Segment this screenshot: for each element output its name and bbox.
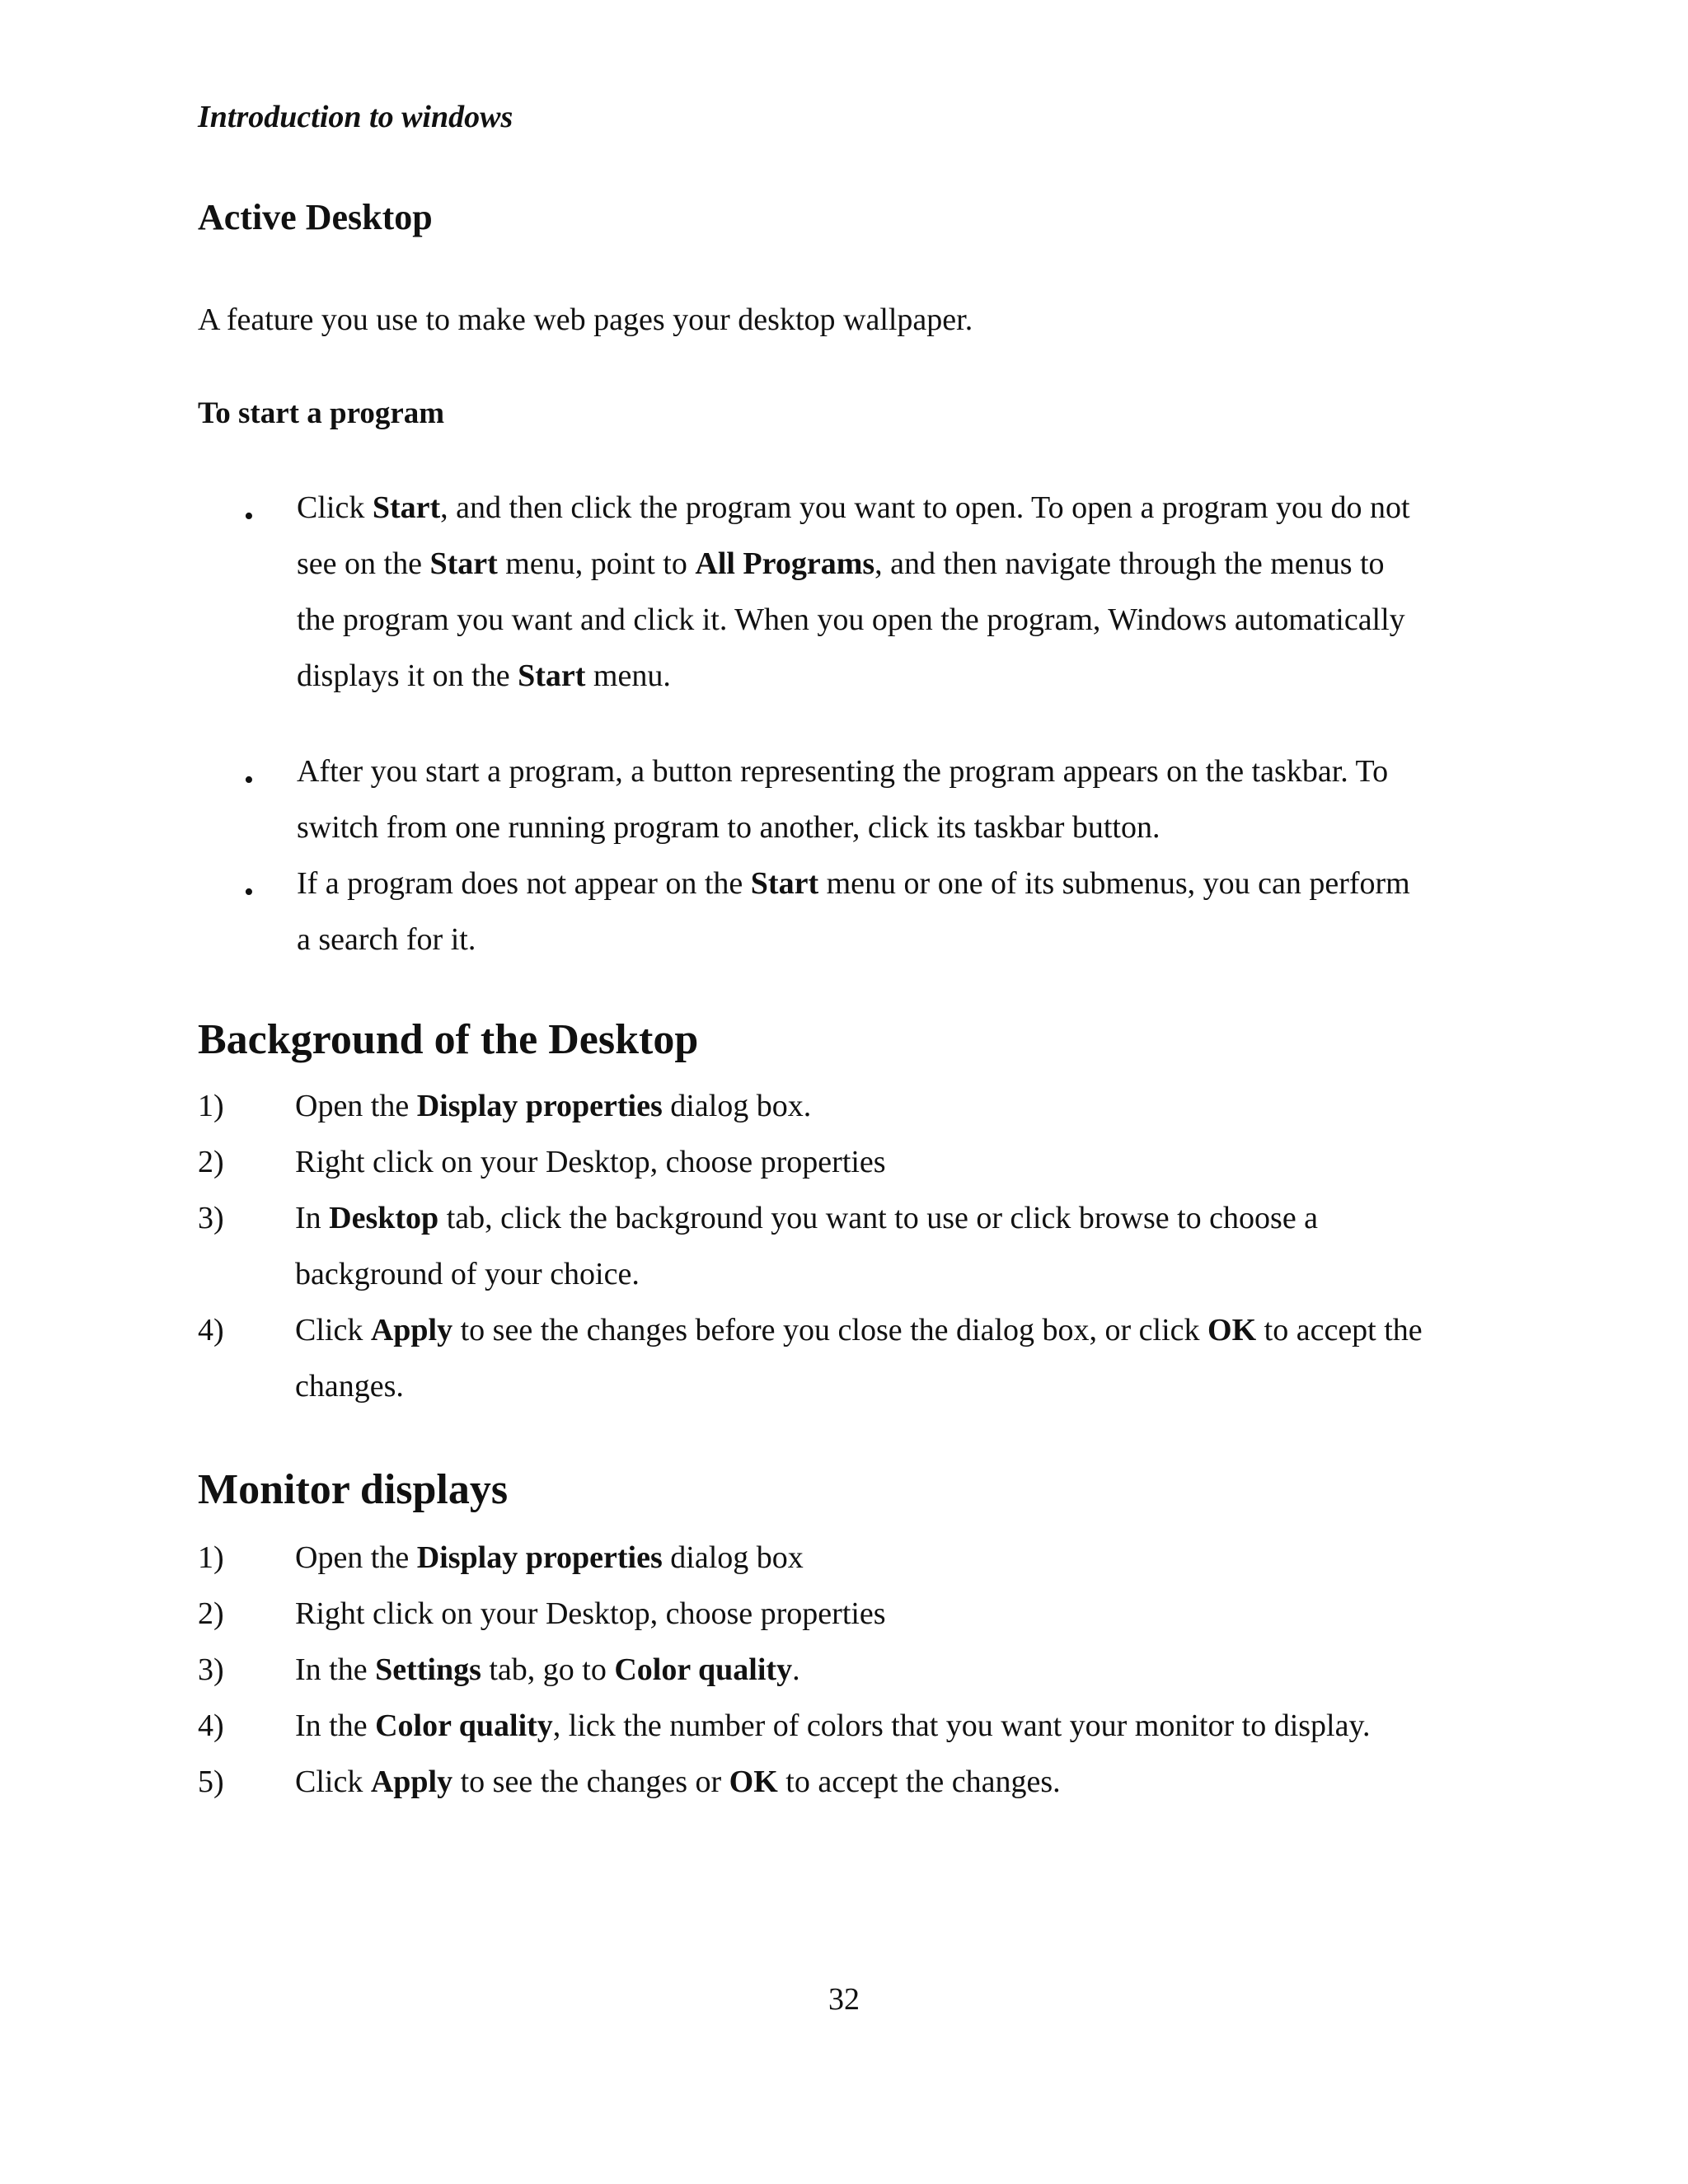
heading-monitor-displays: Monitor displays	[198, 1466, 509, 1513]
bullet-line: a search for it.	[297, 922, 476, 957]
list-line: Click Apply to see the changes or OK to accept the changes.	[295, 1765, 1061, 1799]
bullet-line: switch from one running program to another, click its taskbar button.	[297, 810, 1160, 845]
list-line: changes.	[295, 1369, 404, 1404]
subheading-start-program: To start a program	[198, 396, 445, 430]
list-line: background of your choice.	[295, 1257, 640, 1291]
bullet-line: Click Start, and then click the program you want to open. To open a program you do not	[297, 490, 1410, 525]
list-number: 2)	[198, 1145, 224, 1179]
list-number: 2)	[198, 1596, 224, 1631]
running-head: Introduction to windows	[198, 100, 513, 134]
bullet-line: displays it on the Start menu.	[297, 658, 671, 693]
heading-background-desktop: Background of the Desktop	[198, 1016, 699, 1063]
bullet-line: the program you want and click it. When you open the program, Windows automatically	[297, 602, 1405, 637]
bullet-line: If a program does not appear on the Start menu or one of its submenus, you can perform	[297, 866, 1410, 901]
list-line: Right click on your Desktop, choose properties	[295, 1596, 886, 1631]
list-line: Right click on your Desktop, choose properties	[295, 1145, 886, 1179]
list-line: Open the Display properties dialog box	[295, 1540, 804, 1575]
list-number: 4)	[198, 1708, 224, 1743]
list-number: 1)	[198, 1540, 224, 1575]
bullet-marker: •	[244, 501, 254, 532]
list-line: In the Settings tab, go to Color quality.	[295, 1652, 800, 1687]
bullet-line: After you start a program, a button representing the program appears on the taskbar. To	[297, 754, 1389, 789]
bullet-line: see on the Start menu, point to All Programs, and then navigate through the menus to	[297, 546, 1385, 581]
list-line: Open the Display properties dialog box.	[295, 1089, 812, 1123]
list-line: In the Color quality, lick the number of colors that you want your monitor to display.	[295, 1708, 1371, 1743]
list-number: 1)	[198, 1089, 224, 1123]
list-number: 3)	[198, 1201, 224, 1235]
bullet-marker: •	[244, 765, 254, 795]
bullet-marker: •	[244, 877, 254, 907]
page-number: 32	[828, 1982, 860, 2017]
list-line: In Desktop tab, click the background you want to use or click browse to choose a	[295, 1201, 1319, 1235]
list-number: 3)	[198, 1652, 224, 1687]
heading-active-desktop: Active Desktop	[198, 197, 433, 237]
list-number: 5)	[198, 1765, 224, 1799]
list-number: 4)	[198, 1313, 224, 1347]
list-line: Click Apply to see the changes before you close the dialog box, or click OK to accept the	[295, 1313, 1423, 1347]
active-desktop-description: A feature you use to make web pages your desktop wallpaper.	[198, 302, 973, 337]
